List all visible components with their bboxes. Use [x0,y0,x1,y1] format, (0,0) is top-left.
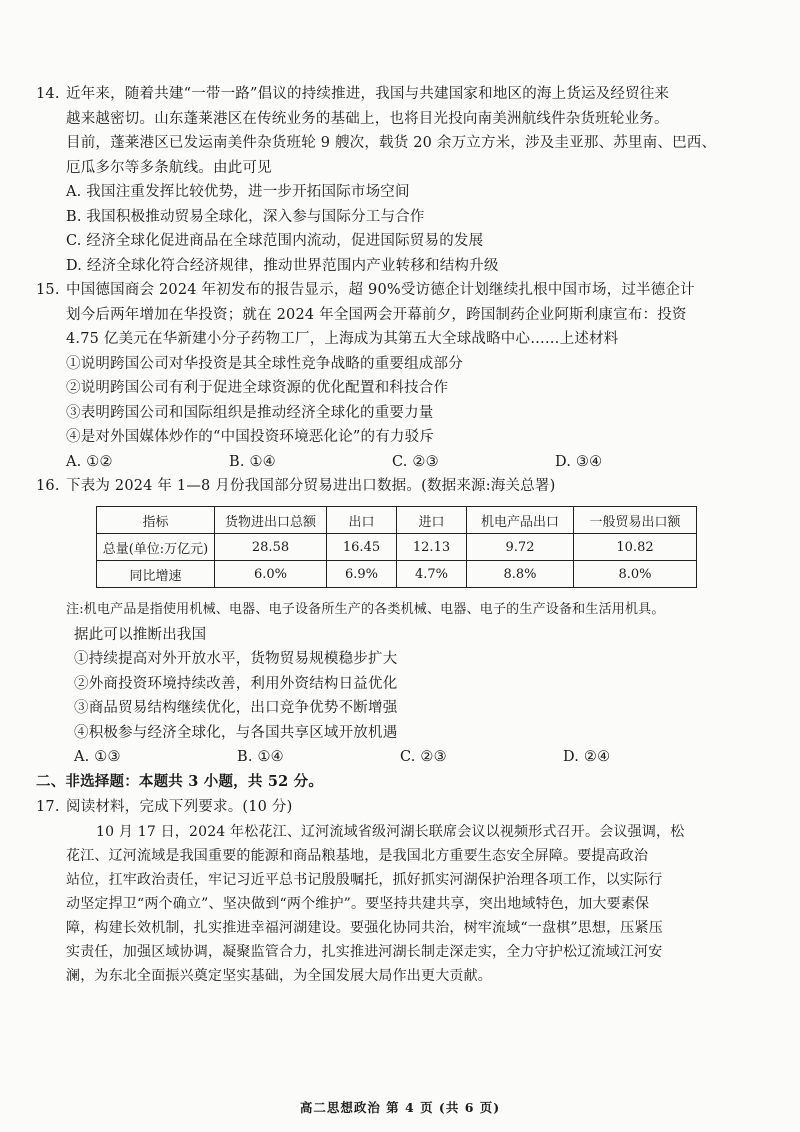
question-lead: 据此可以推断出我国 [74,626,207,643]
choice-row [36,450,718,475]
option-d: D. 经济全球化符合经济规律，推动世界范围内产业转移和结构升级 [66,257,499,274]
table-row [97,561,697,588]
material-line: 澜，为东北全面振兴奠定坚实基础，为全国发展大局作出更大贡献。 [66,968,492,984]
choice-b: B. ①④ [237,749,284,765]
choice-d: D. ③④ [555,453,603,470]
table-header: 机电产品出口 [467,507,574,534]
statement-4: ④积极参与经济全球化，与各国共享区域开放机遇 [74,724,398,741]
question-17 [36,795,292,820]
statement-2: ②说明跨国公司有利于促进全球资源的优化配置和科技合作 [66,380,449,396]
table-cell: 总量(单位:万亿元) [97,534,215,561]
statement-2: ②外商投资环境持续改善，利用外资结构日益优化 [74,675,398,692]
material-line: 实责任，加强区域协调，凝聚监管合力，扎实推进河湖长制走深走实，全力守护松辽流域江河安 [66,944,663,960]
stem-line: 厄瓜多尔等多条航线。由此可见 [66,159,272,176]
table-cell: 同比增速 [97,561,215,588]
table-cell: 9.72 [467,534,574,561]
table-cell: 6.9% [327,561,397,588]
stem-line: 越来越密切。山东蓬莱港区在传统业务的基础上，也将目光投向南美洲航线件杂货班轮业务。 [66,110,669,127]
table-header-row [97,507,697,534]
choice-c: C. ②③ [392,453,439,470]
table-cell: 12.13 [397,534,467,561]
choice-b: B. ①④ [229,453,276,470]
stem-line: 4.75 亿美元在华新建小分子药物工厂，上海成为其第五大全球战略中心……上述材料 [66,331,619,347]
choice-row [66,745,726,770]
page-footer: 高二思想政治 第 4 页 (共 6 页) [299,1100,501,1115]
stem-line: 下表为 2024 年 1—8 月份我国部分贸易进出口数据。(数据来源:海关总署) [66,478,556,494]
question-number: 14. [36,86,60,102]
table-cell: 8.0% [574,561,697,588]
trade-data-table [96,506,697,588]
table-row [97,534,697,561]
section-heading: 二、非选择题：本题共 3 小题，共 52 分。 [36,773,324,790]
statement-1: ①说明跨国公司对华投资是其全球性竞争战略的重要组成部分 [66,355,463,372]
stem-line: 目前，蓬莱港区已发运南美件杂货班轮 9 艘次，载货 20 余万立方米，涉及圭亚那、苏里南、巴西、 [66,135,717,151]
table-header: 指标 [97,507,215,534]
material-line: 花江、辽河流域是我国重要的能源和商品粮基地，是我国北方重要生态安全屏障。要提高政治 [66,848,649,864]
material-line: 障，构建长效机制，扎实推进幸福河湖建设。要强化协同共治，树牢流域“一盘棋”思想，压紧压 [66,920,663,936]
table-cell: 16.45 [327,534,397,561]
question-16-body [66,598,726,770]
question-16 [36,474,556,499]
table-cell: 6.0% [215,561,327,588]
question-14 [36,82,716,278]
stem-line: 阅读材料，完成下列要求。(10 分) [66,799,293,815]
choice-c: C. ②③ [400,749,447,765]
material-line: 动坚定捍卫“两个确立”、坚决做到“两个维护”。要坚持共建共享，突出地域特色，加大要素保 [66,896,650,912]
stem-line: 划今后两年增加在华投资；就在 2024 年全国两会开幕前夕，跨国制药企业阿斯利康宣布：投资 [66,306,687,323]
choice-d: D. ②④ [563,749,611,765]
table-header: 一般贸易出口额 [574,507,697,534]
table-header: 进口 [397,507,467,534]
choice-a: A. ①② [66,453,113,470]
question-number: 17. [36,799,60,815]
material-line: 10 月 17 日，2024 年松花江、辽河流域省级河湖长联席会议以视频形式召开。会议强调，松 [96,824,685,840]
question-number: 16. [36,478,60,494]
statement-3: ③表明跨国公司和国际组织是推动经济全球化的重要力量 [66,404,434,421]
table-header: 出口 [327,507,397,534]
table-cell: 4.7% [397,561,467,588]
option-b: B. 我国积极推动贸易全球化，深入参与国际分工与合作 [66,208,425,225]
stem-line: 中国德国商会 2024 年初发布的报告显示，超 90%受访德企计划继续扎根中国市场，过半德企计 [66,282,695,298]
statement-4: ④是对外国媒体炒作的“中国投资环境恶化论”的有力驳斥 [66,429,435,445]
option-a: A. 我国注重发挥比较优势，进一步开拓国际市场空间 [66,184,410,200]
material-passage [66,820,684,988]
question-number: 15. [36,282,60,298]
stem-line: 近年来，随着共建“一带一路”倡议的持续推进，我国与共建国家和地区的海上货运及经贸往来 [66,86,670,102]
table-cell: 28.58 [215,534,327,561]
choice-a: A. ①③ [74,749,121,765]
material-line: 站位，扛牢政治责任，牢记习近平总书记殷殷嘱托，抓好抓实河湖保护治理各项工作，以实际行 [66,872,663,888]
table-cell: 8.8% [467,561,574,588]
question-15 [36,278,718,474]
table-cell: 10.82 [574,534,697,561]
statement-3: ③商品贸易结构继续优化，出口竞争优势不断增强 [74,700,398,716]
table-header: 货物进出口总额 [215,507,327,534]
statement-1: ①持续提高对外开放水平，货物贸易规模稳步扩大 [74,651,398,667]
option-c: C. 经济全球化促进商品在全球范围内流动，促进国际贸易的发展 [66,233,484,249]
table-note: 注:机电产品是指使用机械、电器、电子设备所生产的各类机械、电器、电子的生产设备和生活用机具。 [66,602,665,617]
